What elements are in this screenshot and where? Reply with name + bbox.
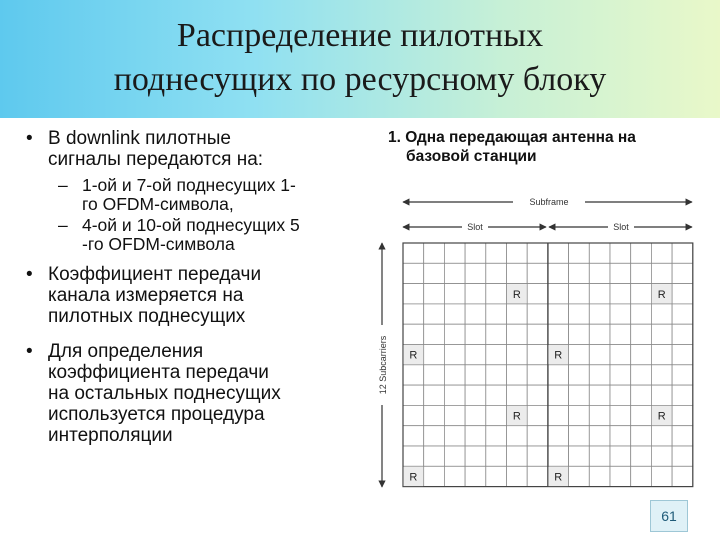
- grid-cell: [444, 284, 465, 304]
- spacer: [22, 333, 362, 341]
- grid-cell: [486, 466, 507, 486]
- bullet-text-line: коэффициента передачи: [48, 362, 269, 383]
- grid-cell: [672, 426, 693, 446]
- grid-cell: [424, 426, 445, 446]
- grid-cell: [569, 324, 590, 344]
- grid-cell: [610, 263, 631, 283]
- grid-cell: [610, 426, 631, 446]
- grid-cell: [672, 446, 693, 466]
- grid-cell: [548, 446, 569, 466]
- grid-cell: [507, 426, 528, 446]
- bullet-text-line: канала измеряется на: [48, 285, 244, 306]
- grid-cell: [589, 426, 610, 446]
- resource-grid: [403, 243, 693, 487]
- slot-label-2: Slot: [613, 222, 629, 232]
- bullet-text-line: используется процедура: [48, 404, 265, 425]
- dash-marker: –: [58, 175, 68, 195]
- grid-cell: [548, 365, 569, 385]
- grid-cell: [631, 243, 652, 263]
- pilot-label: R: [554, 349, 563, 362]
- grid-cell: [424, 365, 445, 385]
- left-column: [22, 128, 362, 452]
- grid-cell: [589, 324, 610, 344]
- grid-cell: [403, 446, 424, 466]
- grid-cell: [507, 385, 528, 405]
- grid-cell: [548, 243, 569, 263]
- grid-cell: [403, 324, 424, 344]
- title-line-2: поднесущих по ресурсному блоку: [113, 61, 607, 98]
- grid-cell: [486, 243, 507, 263]
- grid-cell: [651, 263, 672, 283]
- grid-cell: [465, 466, 486, 486]
- pilot-label: R: [554, 471, 563, 484]
- grid-cell: [569, 345, 590, 365]
- grid-cell: [403, 426, 424, 446]
- grid-cell: [444, 466, 465, 486]
- pilot-label: R: [512, 410, 521, 423]
- grid-cell: [444, 263, 465, 283]
- grid-cell: [548, 405, 569, 425]
- grid-cell: [527, 365, 548, 385]
- slot-label-1: Slot: [467, 222, 483, 232]
- grid-cell: [589, 345, 610, 365]
- grid-cell: [424, 385, 445, 405]
- grid-cell: [569, 284, 590, 304]
- grid-cell: [527, 426, 548, 446]
- bullet-text-line: на остальных поднесущих: [48, 383, 281, 404]
- grid-cell: [424, 446, 445, 466]
- grid-cell: [465, 365, 486, 385]
- grid-cell: [631, 324, 652, 344]
- subbullet-text-line: 4-ой и 10-ой поднесущих 5: [82, 215, 300, 235]
- subbullet-first: [22, 176, 362, 214]
- grid-cell: [424, 466, 445, 486]
- grid-cell: [403, 263, 424, 283]
- grid-cell: [465, 385, 486, 405]
- grid-cell: [631, 365, 652, 385]
- grid-cell: [589, 365, 610, 385]
- grid-cell: [610, 405, 631, 425]
- grid-cell: [527, 466, 548, 486]
- grid-cell: [403, 405, 424, 425]
- grid-cell: [424, 304, 445, 324]
- bullet-text-line: пилотных поднесущих: [48, 306, 246, 327]
- grid-cell: [569, 426, 590, 446]
- grid-cell: [403, 304, 424, 324]
- grid-cell: [651, 304, 672, 324]
- grid-cell: [527, 324, 548, 344]
- bullet-interpolation: [22, 341, 362, 446]
- grid-cell: [569, 304, 590, 324]
- bullet-marker: •: [26, 341, 33, 362]
- grid-cell: [507, 263, 528, 283]
- grid-cell: [403, 243, 424, 263]
- grid-cell: [672, 263, 693, 283]
- grid-cell: [527, 345, 548, 365]
- grid-cell: [672, 385, 693, 405]
- grid-cell: [403, 284, 424, 304]
- grid-cell: [465, 243, 486, 263]
- grid-cell: [465, 345, 486, 365]
- grid-cell: [444, 365, 465, 385]
- grid-cell: [486, 284, 507, 304]
- grid-cell: [424, 284, 445, 304]
- grid-cell: [486, 426, 507, 446]
- grid-cell: [424, 263, 445, 283]
- grid-cell: [589, 446, 610, 466]
- grid-cell: [672, 243, 693, 263]
- grid-cell: [424, 345, 445, 365]
- spacer: [22, 256, 362, 264]
- grid-cell: [569, 385, 590, 405]
- grid-cell: [631, 385, 652, 405]
- grid-cell: [486, 446, 507, 466]
- grid-cell: [548, 385, 569, 405]
- grid-cell: [631, 426, 652, 446]
- subbullet-text-line: 1-ой и 7-ой поднесущих 1-: [82, 175, 296, 195]
- grid-cell: [444, 304, 465, 324]
- grid-cell: [486, 405, 507, 425]
- grid-cell: [589, 263, 610, 283]
- bullet-text-line: сигналы передаются на:: [48, 149, 264, 170]
- grid-cell: [465, 446, 486, 466]
- grid-cell: [465, 405, 486, 425]
- bullet-marker: •: [26, 264, 33, 285]
- bullet-marker: •: [26, 128, 33, 149]
- grid-cell: [610, 446, 631, 466]
- grid-cell: [548, 324, 569, 344]
- grid-cell: [589, 284, 610, 304]
- grid-cell: [444, 446, 465, 466]
- grid-cell: [486, 324, 507, 344]
- grid-cell: [507, 345, 528, 365]
- pilot-label: R: [512, 288, 521, 301]
- grid-cell: [651, 345, 672, 365]
- resource-block-diagram: [370, 185, 700, 490]
- bullet-text-line: интерполяции: [48, 425, 173, 446]
- subcarriers-label: 12 Subcarriers: [378, 335, 388, 395]
- grid-cell: [465, 263, 486, 283]
- subbullet-second: [22, 216, 362, 254]
- bullet-text-line: Для определения: [48, 341, 204, 362]
- grid-cell: [672, 304, 693, 324]
- subbullet-text-line: го OFDM-символа,: [82, 194, 234, 214]
- bullet-text-line: В downlink пилотные: [48, 128, 231, 149]
- grid-cell: [651, 466, 672, 486]
- grid-cell: [403, 385, 424, 405]
- grid-cell: [527, 446, 548, 466]
- grid-cell: [631, 446, 652, 466]
- grid-cell: [507, 243, 528, 263]
- grid-cell: [651, 426, 672, 446]
- grid-cell: [465, 324, 486, 344]
- grid-cell: [672, 365, 693, 385]
- grid-cell: [444, 243, 465, 263]
- grid-cell: [610, 324, 631, 344]
- grid-cell: [631, 284, 652, 304]
- pilot-label: R: [657, 288, 666, 301]
- grid-cell: [507, 324, 528, 344]
- bullet-text-line: Коэффициент передачи: [48, 264, 262, 285]
- grid-cell: [527, 405, 548, 425]
- grid-cell: [569, 243, 590, 263]
- subbullet-text-line: -го OFDM-символа: [82, 234, 235, 254]
- grid-cell: [507, 446, 528, 466]
- grid-cell: [527, 243, 548, 263]
- grid-cell: [651, 365, 672, 385]
- grid-cell: [569, 405, 590, 425]
- grid-cell: [486, 385, 507, 405]
- grid-cell: [527, 385, 548, 405]
- grid-cell: [486, 345, 507, 365]
- grid-cell: [610, 243, 631, 263]
- grid-cell: [589, 466, 610, 486]
- grid-cell: [507, 365, 528, 385]
- grid-cell: [548, 426, 569, 446]
- grid-cell: [507, 304, 528, 324]
- pilot-label: R: [409, 471, 418, 484]
- bullet-downlink: [22, 128, 362, 170]
- grid-cell: [569, 365, 590, 385]
- grid-cell: [424, 405, 445, 425]
- grid-cell: [465, 284, 486, 304]
- grid-cell: [403, 365, 424, 385]
- grid-cell: [507, 466, 528, 486]
- antenna-heading: [388, 128, 708, 166]
- grid-cell: [465, 304, 486, 324]
- grid-cell: [548, 304, 569, 324]
- grid-cell: [672, 405, 693, 425]
- grid-cell: [672, 284, 693, 304]
- grid-cell: [444, 385, 465, 405]
- grid-cell: [631, 304, 652, 324]
- grid-cell: [465, 426, 486, 446]
- grid-cell: [610, 466, 631, 486]
- grid-cell: [548, 263, 569, 283]
- slide-title: [0, 14, 720, 102]
- grid-cell: [631, 345, 652, 365]
- grid-cell: [444, 426, 465, 446]
- grid-cell: [610, 385, 631, 405]
- grid-cell: [569, 446, 590, 466]
- grid-cell: [527, 304, 548, 324]
- dash-marker: –: [58, 215, 68, 235]
- grid-cell: [444, 345, 465, 365]
- grid-cell: [424, 324, 445, 344]
- grid-cell: [651, 324, 672, 344]
- grid-cell: [631, 405, 652, 425]
- subframe-label: Subframe: [529, 197, 569, 207]
- grid-cell: [486, 365, 507, 385]
- grid-cell: [610, 365, 631, 385]
- grid-cell: [486, 304, 507, 324]
- grid-cell: [610, 304, 631, 324]
- grid-cell: [589, 405, 610, 425]
- grid-cell: [444, 405, 465, 425]
- grid-cell: [444, 324, 465, 344]
- pilot-label: R: [409, 349, 418, 362]
- grid-cell: [589, 304, 610, 324]
- grid-cell: [631, 263, 652, 283]
- grid-cell: [651, 446, 672, 466]
- antenna-heading-line-1: 1. Одна передающая антенна на: [388, 129, 636, 146]
- grid-cell: [672, 345, 693, 365]
- grid-cell: [631, 466, 652, 486]
- antenna-heading-line-2: базовой станции: [406, 148, 537, 165]
- grid-cell: [527, 284, 548, 304]
- grid-cell: [486, 263, 507, 283]
- grid-cell: [548, 284, 569, 304]
- title-line-1: Распределение пилотных: [176, 17, 544, 54]
- page-number: 61: [650, 500, 688, 532]
- grid-cell: [651, 243, 672, 263]
- grid-cell: [589, 243, 610, 263]
- grid-cell: [610, 284, 631, 304]
- grid-cell: [569, 466, 590, 486]
- grid-cell: [610, 345, 631, 365]
- grid-cell: [672, 324, 693, 344]
- bullet-channel-coefficient: [22, 264, 362, 327]
- grid-cell: [651, 385, 672, 405]
- grid-cell: [569, 263, 590, 283]
- grid-cell: [589, 385, 610, 405]
- grid-cell: [672, 466, 693, 486]
- pilot-label: R: [657, 410, 666, 423]
- grid-cell: [527, 263, 548, 283]
- grid-cell: [424, 243, 445, 263]
